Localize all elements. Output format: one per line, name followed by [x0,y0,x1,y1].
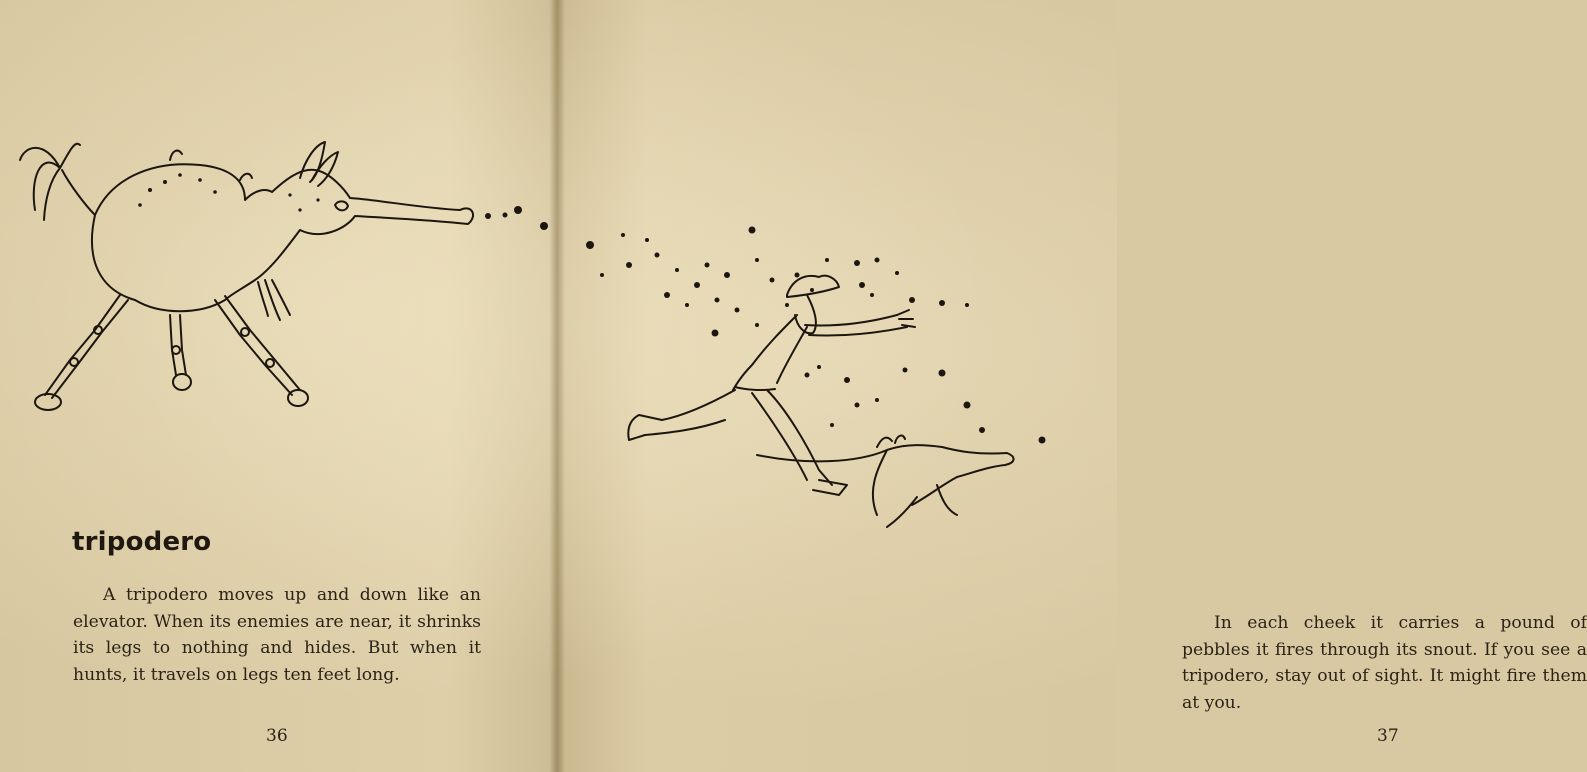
page-title: tripodero [72,527,212,557]
tripodero-creature-icon [0,120,557,430]
right-page [557,0,1587,772]
page-number-left: 36 [266,726,288,746]
right-page-paragraph: In each cheek it carries a pound of pebbles it fires through its snout. If you see a tripodero, stay out of sight. It might fire them at you. [1182,613,1587,713]
left-page-paragraph: A tripodero moves up and down like an elevator. When its enemies are near, it shrinks its legs to nothing and hides. But when it hunts, it travels on legs ten feet long. [73,585,481,685]
left-page [0,0,557,772]
running-man-and-dog-icon [557,215,1117,545]
page-number-right: 37 [1377,726,1399,746]
